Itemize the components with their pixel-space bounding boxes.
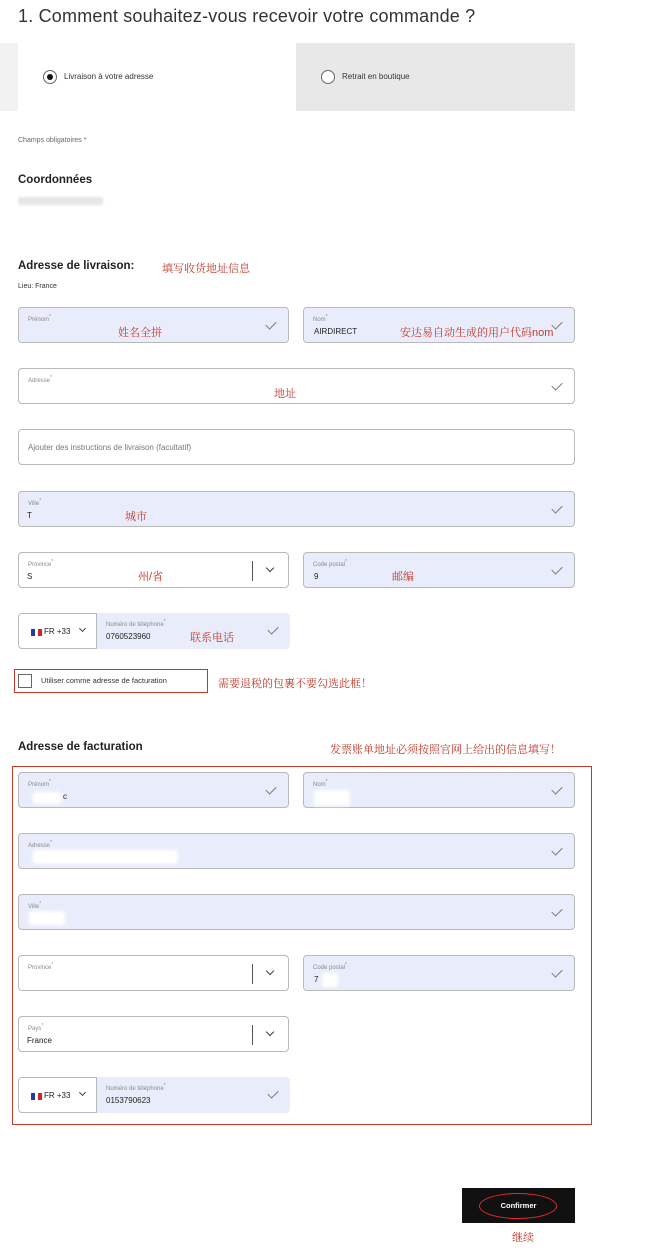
shipping-postal-field[interactable] xyxy=(303,552,575,588)
check-icon xyxy=(267,623,278,634)
confirm-button[interactable] xyxy=(462,1188,575,1223)
shipping-city-field[interactable] xyxy=(18,491,575,527)
billing-phone-field[interactable] xyxy=(96,1077,290,1113)
redacted-value xyxy=(29,911,65,925)
field-label: Numéro de téléphone* xyxy=(106,619,166,628)
field-label: Province* xyxy=(28,962,54,971)
check-icon xyxy=(551,379,562,390)
redacted-value xyxy=(314,790,350,806)
select-separator xyxy=(252,1025,253,1045)
shipping-address-field[interactable] xyxy=(18,368,575,404)
field-value: 0760523960 xyxy=(106,632,151,641)
shipping-phone-group[interactable] xyxy=(18,613,289,649)
postal-annotation: 邮编 xyxy=(392,571,414,583)
confirm-button-label: Confirmer xyxy=(500,1201,537,1210)
firstname-annotation: 姓名全拼 xyxy=(118,327,162,339)
check-icon xyxy=(551,966,562,977)
country-code[interactable]: FR +33 xyxy=(44,627,71,636)
option-home-delivery-label: Livraison à votre adresse xyxy=(64,72,154,81)
check-icon xyxy=(265,783,276,794)
check-icon xyxy=(551,783,562,794)
billing-province-select[interactable] xyxy=(18,955,289,991)
field-label: Adresse* xyxy=(28,375,52,384)
required-fields-note: Champs obligatoires * xyxy=(18,137,87,144)
radio-unselected-icon[interactable] xyxy=(321,70,335,84)
address-annotation: 地址 xyxy=(274,388,296,400)
france-flag-icon xyxy=(31,629,42,636)
select-separator xyxy=(252,561,253,581)
field-label: Province* xyxy=(28,559,54,568)
field-label: Prénom* xyxy=(28,314,51,323)
province-annotation: 州/省 xyxy=(138,571,164,583)
field-label: Ville* xyxy=(28,498,42,507)
billing-city-field[interactable] xyxy=(18,894,575,930)
check-icon xyxy=(265,318,276,329)
shipping-location: Lieu: France xyxy=(18,283,57,290)
redacted-contact-info xyxy=(18,197,103,205)
city-annotation: 城市 xyxy=(125,511,147,523)
option-home-delivery[interactable] xyxy=(18,43,296,111)
billing-lastname-field[interactable] xyxy=(303,772,575,808)
field-value: 7 xyxy=(314,975,319,984)
delivery-instructions-field[interactable] xyxy=(18,429,575,465)
billing-firstname-field[interactable] xyxy=(18,772,289,808)
billing-address-field[interactable] xyxy=(18,833,575,869)
redacted-value xyxy=(322,973,338,987)
chevron-down-icon[interactable] xyxy=(79,1089,86,1096)
check-icon xyxy=(551,905,562,916)
field-label: Prénom* xyxy=(28,779,51,788)
check-icon xyxy=(267,1087,278,1098)
field-label: Ville* xyxy=(28,901,42,910)
option-store-pickup[interactable] xyxy=(296,43,575,111)
chevron-down-icon[interactable] xyxy=(266,1028,274,1036)
field-value: AIRDIRECT xyxy=(314,327,358,336)
billing-country-select[interactable] xyxy=(18,1016,289,1052)
field-value: S xyxy=(27,572,33,581)
coordinates-heading: Coordonnées xyxy=(18,174,93,186)
chevron-down-icon[interactable] xyxy=(266,564,274,572)
field-label: Nom* xyxy=(313,314,328,323)
chevron-down-icon[interactable] xyxy=(266,967,274,975)
phone-annotation: 联系电话 xyxy=(190,632,234,644)
field-label: Nom* xyxy=(313,779,328,788)
redacted-value xyxy=(33,850,178,864)
billing-annotation: 发票账单地址必须按照官网上给出的信息填写！ xyxy=(330,744,561,756)
confirm-annotation: 继续 xyxy=(512,1232,534,1244)
field-label: Pays* xyxy=(28,1023,44,1032)
check-icon xyxy=(551,502,562,513)
use-as-billing-checkbox[interactable] xyxy=(18,674,32,688)
shipping-heading: Adresse de livraison: xyxy=(18,260,135,272)
field-label: Code postal* xyxy=(313,962,347,971)
use-as-billing-label: Utiliser comme adresse de facturation xyxy=(41,676,167,685)
billing-heading: Adresse de facturation xyxy=(18,741,143,753)
billing-postal-field[interactable] xyxy=(303,955,575,991)
country-code[interactable]: FR +33 xyxy=(44,1091,71,1100)
chevron-down-icon[interactable] xyxy=(79,625,86,632)
shipping-annotation: 填写收货地址信息 xyxy=(162,263,250,275)
billing-checkbox-annotation: 需要退税的包裹不要勾选此框！ xyxy=(218,678,372,690)
page-title: 1. Comment souhaitez-vous recevoir votre commande ? xyxy=(18,6,476,26)
field-value: France xyxy=(27,1036,52,1045)
billing-section-highlight xyxy=(12,766,592,1125)
field-label: Numéro de téléphone* xyxy=(106,1083,166,1092)
radio-selected-icon[interactable] xyxy=(43,70,57,84)
redacted-value xyxy=(33,792,61,804)
field-value: T xyxy=(27,511,32,520)
field-value: c xyxy=(63,792,67,801)
option-store-pickup-label: Retrait en boutique xyxy=(342,72,410,81)
field-value: 0153790623 xyxy=(106,1096,151,1105)
france-flag-icon xyxy=(31,1093,42,1100)
billing-phone-group[interactable] xyxy=(18,1077,289,1113)
redacted-value xyxy=(37,569,122,583)
field-value: 9 xyxy=(314,572,319,581)
lastname-annotation: 安达易自动生成的用户代码nom xyxy=(400,327,554,339)
field-placeholder: Ajouter des instructions de livraison (facultatif) xyxy=(28,443,192,452)
options-left-strip xyxy=(0,43,18,111)
select-separator xyxy=(252,964,253,984)
check-icon xyxy=(551,844,562,855)
check-icon xyxy=(551,563,562,574)
field-label: Code postal* xyxy=(313,559,347,568)
field-label: Adresse* xyxy=(28,840,52,849)
